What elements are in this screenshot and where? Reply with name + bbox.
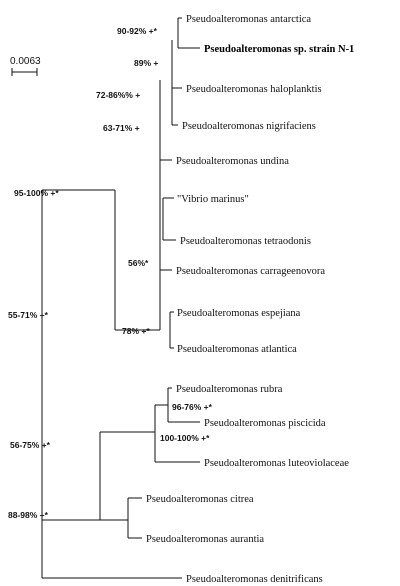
- support-label: 56%*: [128, 258, 149, 268]
- taxon-label: Pseudoalteromonas tetraodonis: [180, 236, 311, 247]
- support-label: 55-71% +*: [8, 310, 48, 320]
- taxon-label: "Vibrio marinus": [177, 194, 249, 205]
- taxon-label: Pseudoalteromonas espejiana: [177, 308, 301, 319]
- taxon-label: Pseudoalteromonas aurantia: [146, 534, 265, 545]
- taxon-label: Pseudoalteromonas nigrifaciens: [182, 121, 316, 132]
- taxon-label: Pseudoalteromonas haloplanktis: [186, 84, 322, 95]
- scale-bar-label: 0.0063: [10, 56, 41, 67]
- taxon-label: Pseudoalteromonas antarctica: [186, 14, 312, 25]
- taxon-label: Pseudoalteromonas carrageenovora: [176, 266, 325, 277]
- taxon-label: Pseudoalteromonas piscicida: [204, 418, 326, 429]
- taxon-labels: [146, 14, 354, 585]
- taxon-label: Pseudoalteromonas rubra: [176, 384, 283, 395]
- taxon-label: Pseudoalteromonas citrea: [146, 494, 254, 505]
- support-label: 88-98% +*: [8, 510, 48, 520]
- scale-bar: [10, 56, 41, 76]
- taxon-label-highlighted: Pseudoalteromonas sp. strain N-1: [204, 44, 355, 55]
- taxon-label: Pseudoalteromonas atlantica: [177, 344, 297, 355]
- support-label: 89% +: [134, 58, 159, 68]
- support-label: 95-100% +*: [14, 188, 59, 198]
- taxon-label: Pseudoalteromonas denitrificans: [186, 574, 323, 585]
- taxon-label: Pseudoalteromonas luteoviolaceae: [204, 458, 349, 469]
- support-label: 63-71% +: [103, 123, 140, 133]
- support-label: 56-75% +*: [10, 440, 50, 450]
- taxon-label: Pseudoalteromonas undina: [176, 156, 289, 167]
- support-label: 96-76% +*: [172, 402, 212, 412]
- support-label: 78% +*: [122, 326, 150, 336]
- support-label: 100-100% +*: [160, 433, 210, 443]
- support-label: 72-86%% +: [96, 90, 141, 100]
- support-label: 90-92% +*: [117, 26, 157, 36]
